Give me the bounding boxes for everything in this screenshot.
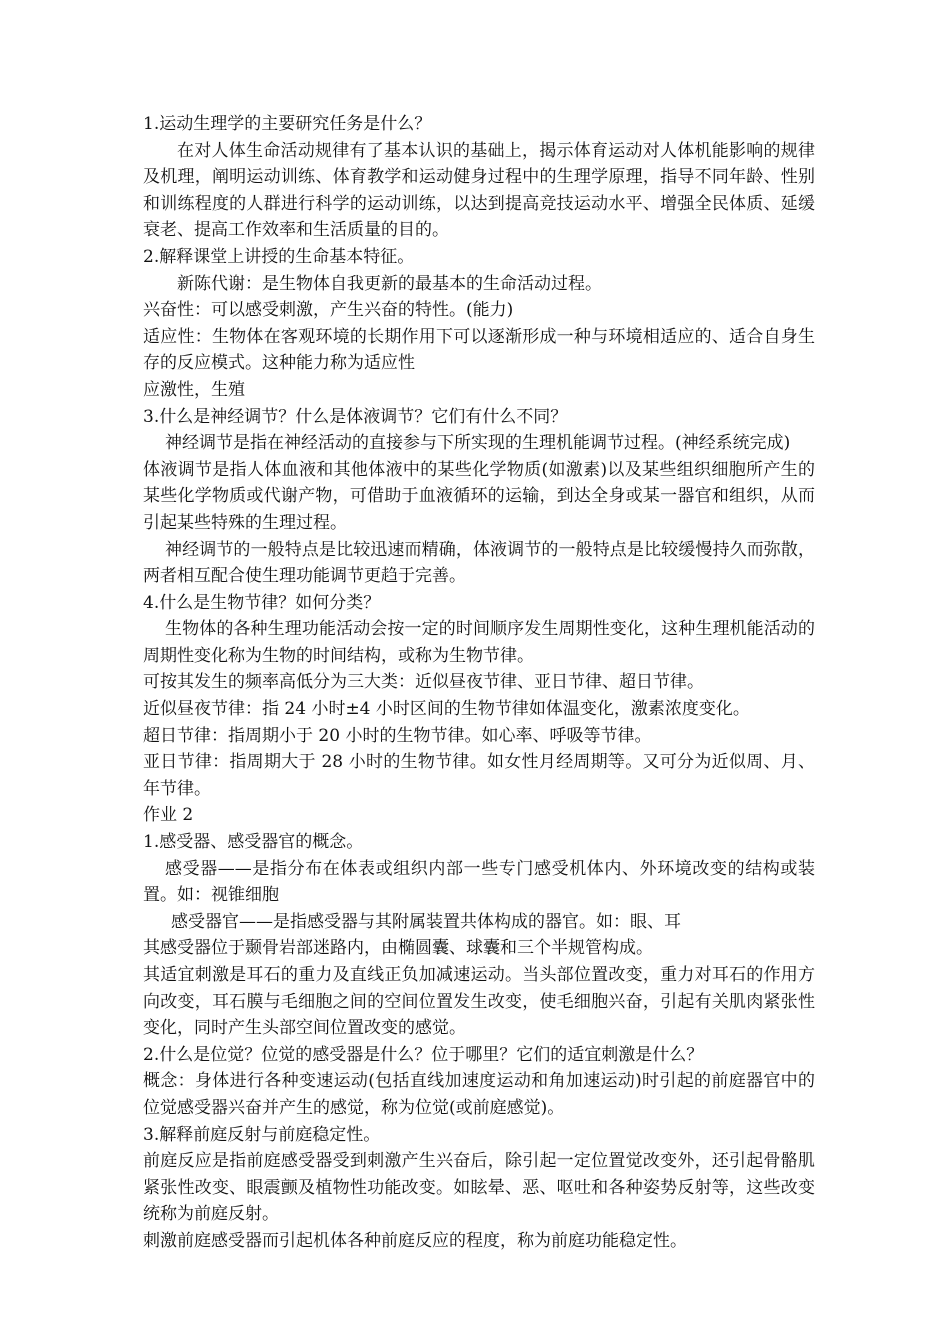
question-2: 2.解释课堂上讲授的生命基本特征。 <box>143 246 415 267</box>
answer-2-adaptability: 适应性：生物体在客观环境的长期作用下可以逐渐形成一种与环境相适应的、适合自身生存的反应模式。这种能力称为适应性 <box>143 326 815 374</box>
hw-question-1: 1.感受器、感受器官的概念。 <box>143 832 364 853</box>
answer-3-neural: 神经调节是指在神经活动的直接参与下所实现的生理机能调节过程。(神经系统完成) <box>165 433 791 454</box>
answer-3-difference: 神经调节的一般特点是比较迅速而精确，体液调节的一般特点是比较缓慢持久而弥散，两者相互配合使生理功能调节更趋于完善。 <box>143 539 815 587</box>
answer-1: 在对人体生命活动规律有了基本认识的基础上，揭示体育运动对人体机能影响的规律及机理，阐明运动训练、体育教学和运动健身过程中的生理学原理，指导不同年龄、性别和训练程度的人群进行科学的运动训练，以达到提高竞技运动水平、增强全民体质、延缓衰老、提高工作效率和生活质量的目的。 <box>143 140 815 241</box>
hw-answer-3-stability: 刺激前庭感受器而引起机体各种前庭反应的程度，称为前庭功能稳定性。 <box>143 1230 687 1251</box>
hw-answer-3-reflex: 前庭反应是指前庭感受器受到刺激产生兴奋后，除引起一定位置觉改变外，还引起骨骼肌紧张性改变、眼震颤及植物性功能改变。如眩晕、恶、呕吐和各种姿势反射等，这些改变统称为前庭反射。 <box>143 1151 815 1225</box>
homework-2-heading: 作业 2 <box>143 805 194 826</box>
hw-question-3: 3.解释前庭反射与前庭稳定性。 <box>143 1124 381 1145</box>
answer-2-excitability: 兴奋性：可以感受刺激，产生兴奋的特性。(能力) <box>143 300 514 321</box>
answer-2-metabolism: 新陈代谢：是生物体自我更新的最基本的生命活动过程。 <box>177 273 602 294</box>
question-3: 3.什么是神经调节？什么是体液调节？它们有什么不同？ <box>143 406 568 427</box>
document-page <box>143 111 815 1255</box>
question-1: 1.运动生理学的主要研究任务是什么？ <box>143 114 432 134</box>
answer-2-other: 应激性，生殖 <box>143 379 245 400</box>
hw-answer-1-organ: 感受器官——是指感受器与其附属装置共体构成的器官。如：眼、耳 <box>171 911 681 932</box>
hw-answer-1-location: 其感受器位于颞骨岩部迷路内，由椭圆囊、球囊和三个半规管构成。 <box>143 938 653 959</box>
hw-answer-1-stimulus: 其适宜刺激是耳石的重力及直线正负加减速运动。当头部位置改变，重力对耳石的作用方向改变，耳石膜与毛细胞之间的空间位置发生改变，使毛细胞兴奋，引起有关肌肉紧张性变化，同时产生头部空间位置改变的感觉。 <box>143 965 815 1039</box>
answer-4-classes: 可按其发生的频率高低分为三大类：近似昼夜节律、亚日节律、超日节律。 <box>143 672 704 693</box>
answer-4-ultradian: 超日节律：指周期小于 20 小时的生物节律。如心率、呼吸等节律。 <box>143 725 652 746</box>
answer-4-definition: 生物体的各种生理功能活动会按一定的时间顺序发生周期性变化，这种生理机能活动的周期性变化称为生物的时间结构，或称为生物节律。 <box>143 619 815 666</box>
answer-4-circadian: 近似昼夜节律：指 24 小时±4 小时区间的生物节律如体温变化，激素浓度变化。 <box>143 699 750 720</box>
hw-question-2: 2.什么是位觉？位觉的感受器是什么？位于哪里？它们的适宜刺激是什么？ <box>143 1044 704 1065</box>
answer-3-humoral: 体液调节是指人体血液和其他体液中的某些化学物质(如激素)以及某些组织细胞所产生的某些化学物质或代谢产物，可借助于血液循环的运输，到达全身或某一器官和组织，从而引起某些特殊的生理过程。 <box>143 459 815 533</box>
answer-4-infradian: 亚日节律：指周期大于 28 小时的生物节律。如女性月经周期等。又可分为近似周、月、年节律。 <box>143 752 815 799</box>
hw-answer-1-receptor: 感受器——是指分布在体表或组织内部一些专门感受机体内、外环境改变的结构或装置。如：视锥细胞 <box>143 858 815 906</box>
hw-answer-2-concept: 概念：身体进行各种变速运动(包括直线加速度运动和角加速运动)时引起的前庭器官中的位觉感受器兴奋并产生的感觉，称为位觉(或前庭感觉)。 <box>143 1071 815 1118</box>
question-4: 4.什么是生物节律？如何分类？ <box>143 592 381 613</box>
